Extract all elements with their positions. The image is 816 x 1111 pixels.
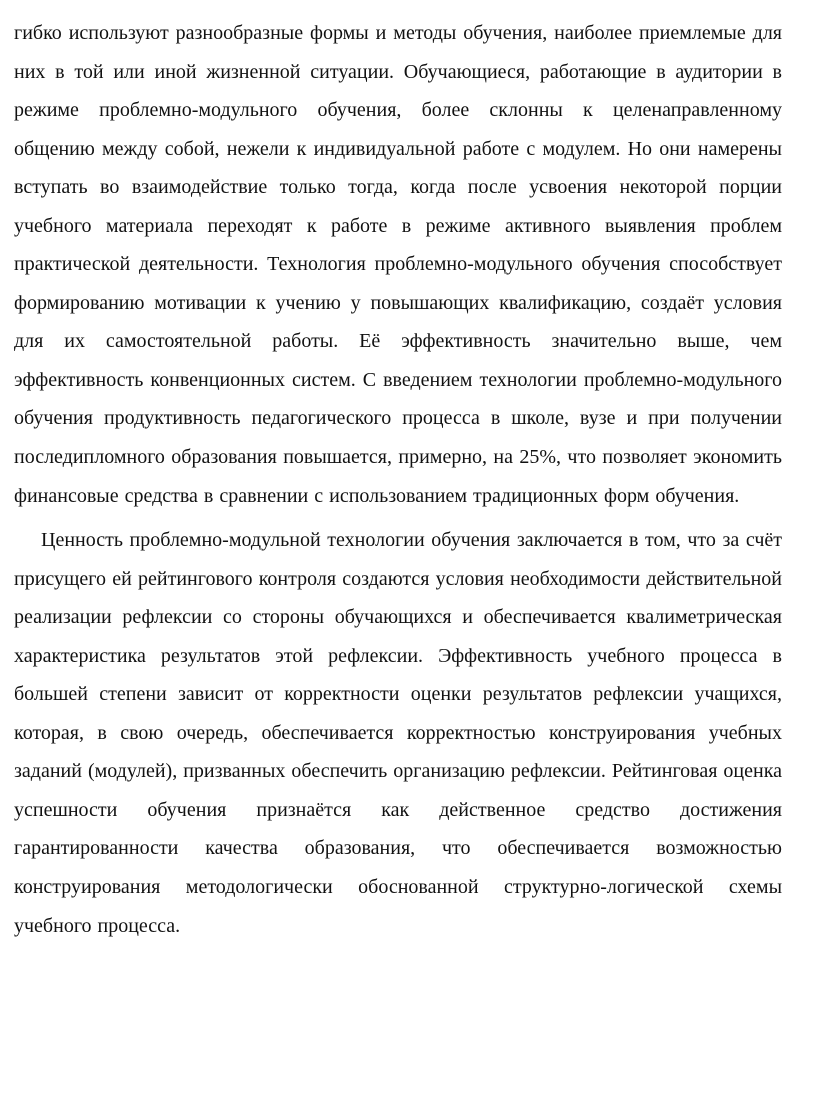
document-page (14, 14, 782, 945)
paragraph-2: Ценность проблемно-модульной технологии обучения заключается в том, что за счёт присущего ей рейтингового контроля создаются условия необходимости действительной реализации рефлексии со стороны обучающихся и обеспечивается квалиметрическая характеристика результатов этой рефлексии. Эффективность учебного процесса в большей степени зависит от корректности оценки результатов рефлексии учащихся, которая, в свою очередь, обеспечивается корректностью конструирования учебных заданий (модулей), призванных обеспечить организацию рефлексии. Рейтинговая оценка успешности обучения признаётся как действенное средство достижения гарантированности качества образования, что обеспечивается возможностью конструирования методологически обоснованной структурно-логической схемы учебного процесса. (14, 529, 782, 937)
paragraph-1: гибко используют разнообразные формы и методы обучения, наиболее приемлемые для них в той или иной жизненной ситуации. Обучающиеся, работающие в аудитории в режиме проблемно-модульного обучения, более склонны к целенаправленному общению между собой, нежели к индивидуальной работе с модулем. Но они намерены вступать во взаимодействие только тогда, когда после усвоения некоторой порции учебного материала переходят к работе в режиме активного выявления проблем практической деятельности. Технология проблемно-модульного обучения способствует формированию мотивации к учению у повышающих квалификацию, создаёт условия для их самостоятельной работы. Её эффективность значительно выше, чем эффективность конвенционных систем. С введением технологии проблемно-модульного обучения продуктивность педагогического процесса в школе, вузе и при получении последипломного образования повышается, примерно, на 25%, что позволяет экономить финансовые средства в сравнении с использованием традиционных форм обучения. (14, 22, 782, 507)
